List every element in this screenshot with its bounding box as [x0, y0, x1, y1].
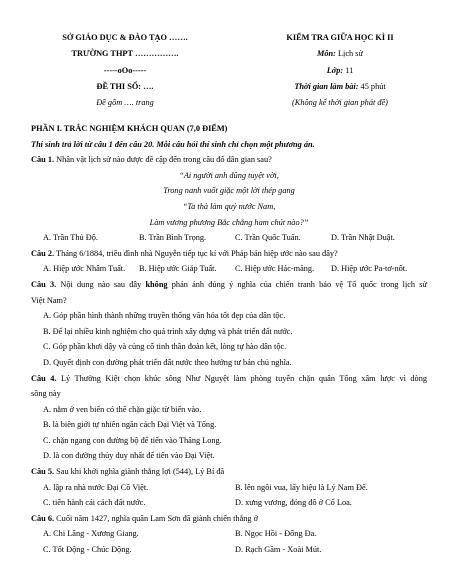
exam-header [0, 30, 450, 108]
question-text: Nhân vật lịch sử nào được đề cập đến trong câu đố dân gian sau? [56, 155, 272, 165]
grade-value: 11 [345, 65, 354, 75]
question-text: Sau khi khởi nghĩa giành thắng lợi (544), Lý Bí đã [56, 467, 225, 477]
question-text: Nội dung nào sau đây [60, 279, 142, 289]
option-d: D. Rạch Gầm - Xoài Mút. [235, 545, 322, 555]
time-line [245, 79, 435, 95]
school-name: TRƯỜNG THPT ……………. [71, 49, 179, 59]
option-a: A. nằm ở ven biển có thể chặn giặc từ biển vào. [43, 404, 202, 414]
question-5 [31, 464, 427, 480]
q6-options-row2 [31, 542, 427, 558]
option-c: C. Góp phần khơi dậy và củng cố tinh thần đoàn kết, lòng tự hào dân tộc. [43, 342, 287, 352]
option-b: B. Trần Bình Trọng. [139, 233, 207, 243]
question-text: Tháng 6/1884, triều đình nhà Nguyễn tiếp tục kí với Pháp bản hiệp ước nào sau đây? [56, 248, 338, 258]
question-text: Lý Thường Kiệt chọn khúc sông Như Nguyệt làm phòng tuyến chặn quân Tống xâm lược vì dòng [60, 373, 427, 383]
subject-value: Lịch sử [337, 49, 363, 59]
question-label: Câu 2. [31, 248, 55, 258]
q5-options-row2 [31, 495, 427, 511]
option-a: A. Chi Lăng - Xương Giang. [43, 529, 139, 539]
question-4 [31, 371, 427, 387]
q2-options [31, 261, 427, 277]
subject-line [245, 46, 435, 62]
poem-line: “Ai người anh dũng tuyệt vời, [179, 170, 279, 180]
option-c: C. Hiệp ước Hác-măng. [235, 264, 315, 274]
question-label: Câu 6. [31, 513, 55, 523]
poem-line: Làm vương phương Bắc chẳng ham chút nào?” [149, 217, 309, 227]
poem-line: Trong nanh vuốt giặc một lời thép gang [163, 186, 295, 196]
q5-options-row1 [31, 480, 427, 496]
exam-body [31, 121, 427, 558]
option-b: B. là biên giới tự nhiên ngăn cách Đại Việt và Tống. [43, 420, 217, 430]
time-value: 45 phút [360, 81, 386, 91]
header-right [245, 30, 435, 111]
option-c: C. chặn ngang con đường bộ để tiến vào Thăng Long. [43, 435, 222, 445]
question-3-cont: Việt Nam? [31, 295, 67, 305]
option-c: C. Tốt Động - Chúc Động. [43, 545, 132, 555]
option-a: A. Góp phần hình thành những truyền thống văn hóa tốt đẹp của dân tộc. [43, 311, 286, 321]
option-a: A. Trần Thủ Độ. [43, 233, 98, 243]
option-d: D. xưng vương, đóng đô ở Cổ Loa. [235, 498, 352, 508]
subject-label: Môn: [317, 49, 336, 59]
option-d: D. Trần Nhật Duật. [331, 233, 395, 243]
grade-label: Lớp: [326, 65, 344, 75]
question-label: Câu 1. [31, 155, 55, 165]
question-label: Câu 3. [31, 279, 57, 289]
question-text: Cuối năm 1427, nghĩa quân Lam Sơn đã giành chiến thắng ở [56, 513, 259, 523]
q1-options [31, 230, 427, 246]
poem-line: “Ta thà làm quỷ nước Nam, [182, 201, 276, 211]
question-3 [31, 277, 427, 293]
grade-line [245, 63, 435, 79]
question-label: Câu 5. [31, 467, 55, 477]
department-name: SỞ GIÁO DỤC & ĐÀO TẠO ……. [62, 33, 188, 42]
option-b: B. Hiệp ước Giáp Tuất. [139, 264, 217, 274]
negation-word: không [145, 279, 168, 289]
exam-code: ĐỀ THI SỐ: …. [96, 81, 154, 91]
option-b: B. lên ngôi vua, lấy hiệu là Lý Nam Đế. [235, 482, 368, 492]
exam-title: KIỂM TRA GIỮA HỌC KÌ II [286, 33, 394, 42]
question-label: Câu 4. [31, 373, 57, 383]
part1-title: PHẦN I. TRẮC NGHIỆM KHÁCH QUAN (7,0 ĐIỂM) [31, 124, 228, 133]
question-6 [31, 511, 427, 527]
option-a: A. lập ra nhà nước Đại Cồ Việt. [43, 482, 149, 492]
page-count: Đề gồm …. trang [96, 98, 154, 108]
question-2 [31, 246, 427, 262]
q6-options-row1 [31, 526, 427, 542]
question-1 [31, 152, 427, 168]
option-d: D. là con đường thủy duy nhất để tiến vào Đại Việt. [43, 451, 215, 461]
header-divider: -----oOo----- [103, 65, 147, 75]
option-c: C. Trần Quốc Tuấn. [235, 233, 301, 243]
part1-instruction: Thí sinh trả lời từ câu 1 đến câu 20. Mỗi câu hỏi thí sinh chỉ chọn một phương án. [31, 139, 315, 149]
time-note: (Không kể thời gian phát đề) [292, 98, 388, 108]
option-c: C. tiến hành cải cách đất nước. [43, 498, 146, 508]
option-b: B. Để lại nhiều kinh nghiệm cho quá trình xây dựng và phát triển đất nước. [43, 326, 293, 336]
option-d: D. Hiệp ước Pa-tơ-nốt. [331, 264, 408, 274]
option-d: D. Quyết định con đường phát triển đất nước theo hướng tư bản chủ nghĩa. [43, 357, 292, 367]
question-text-cont: phản ánh đúng ý nghĩa của chiến tranh bảo vệ Tổ quốc trong lịch sử [171, 279, 428, 289]
question-4-cont: sông này [31, 389, 61, 399]
option-a: A. Hiệp ước Nhâm Tuất. [43, 264, 126, 274]
header-left [30, 30, 220, 111]
time-label: Thời gian làm bài: [294, 81, 359, 91]
option-b: B. Ngọc Hồi - Đống Đa. [235, 529, 317, 539]
